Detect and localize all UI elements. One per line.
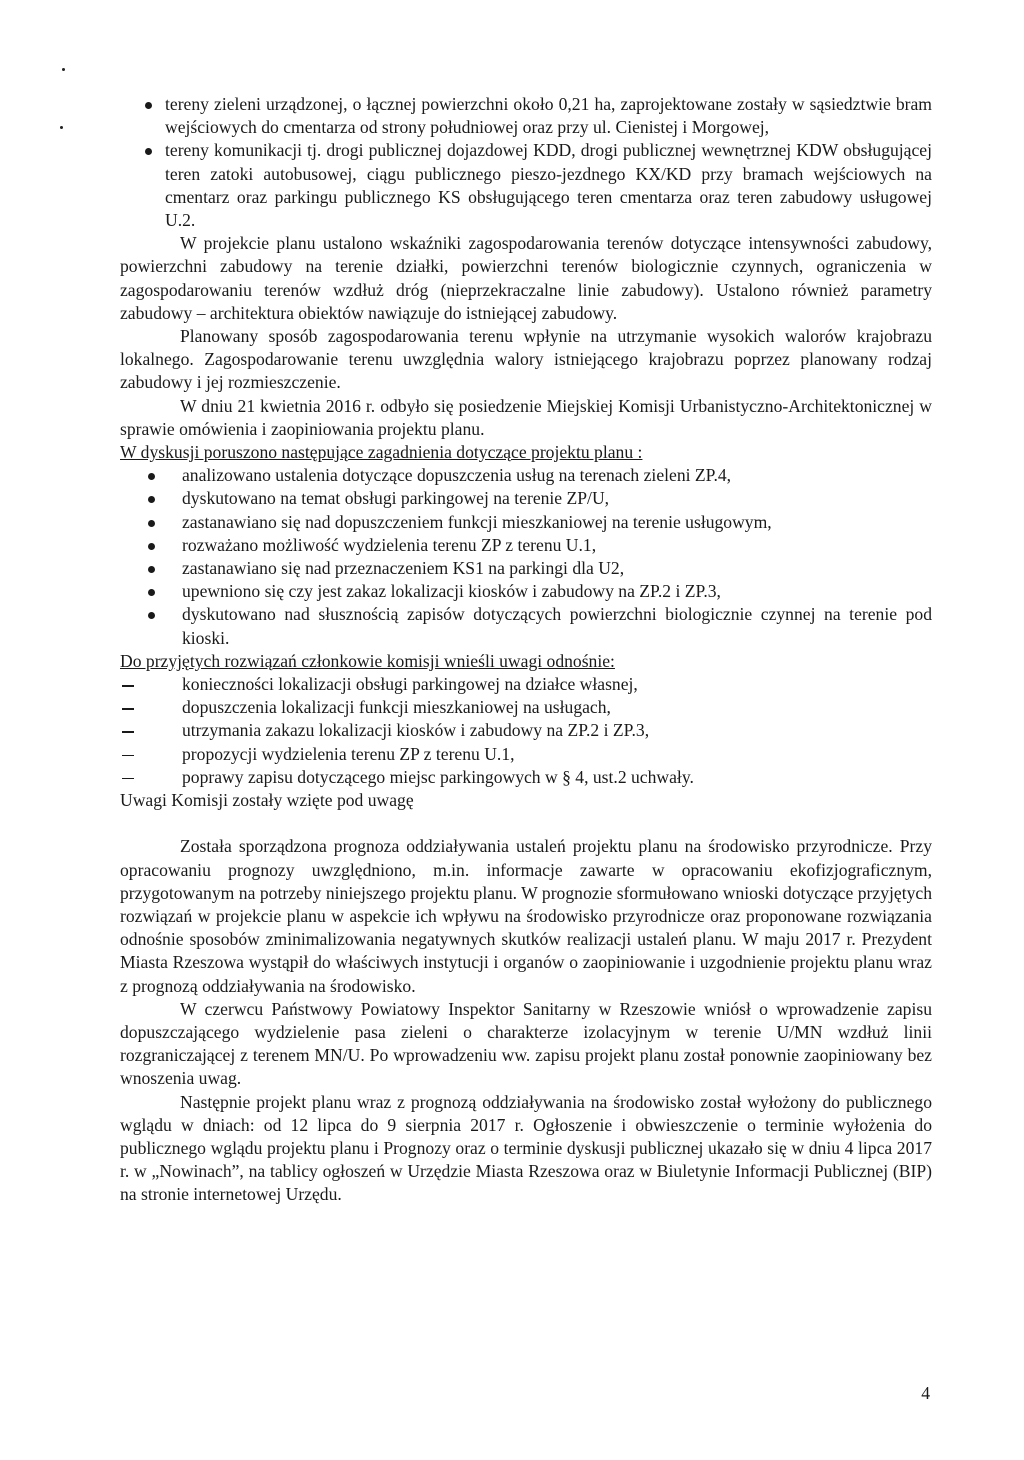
list-item: dopuszczenia lokalizacji funkcji mieszkaniowej na usługach, xyxy=(120,696,932,719)
paragraph-indicators: W projekcie planu ustalono wskaźniki zagospodarowania terenów dotyczące intensywności zabudowy, powierzchni zabudowy na terenie działki, powierzchni terenów biologicznie czynnych, ograniczenia w zagospodarowaniu terenów wzdłuż dróg (nieprzekraczalne linie zabudowy). Ustalono również parametry zabudowy – architektura obiektów nawiązuje do istniejącej zabudowy. xyxy=(120,233,932,323)
document-page xyxy=(120,93,932,1207)
list-item: zastanawiano się nad dopuszczeniem funkcji mieszkaniowej na terenie usługowym, xyxy=(120,511,932,534)
paragraph-forecast: Została sporządzona prognoza oddziaływania ustaleń projektu planu na środowisko przyrodnicze. Przy opracowaniu prognozy uwzględniono, m.in. informacje zawarte w opracowaniu ekofizjograficznym, przygotowanym na potrzeby niniejszego projektu planu. W prognozie sformułowano wnioski dotyczące przyjętych rozwiązań w projekcie planu w aspekcie ich wpływu na środowisko przyrodnicze oraz proponowane rozwiązania odnośnie sposobów zminimalizowania negatywnych skutków realizacji ustaleń planu. W maju 2017 r. Prezydent Miasta Rzeszowa wystąpił do właściwych instytucji i organów o zaopiniowanie i uzgodnienie projektu planu wraz z prognozą oddziaływania na środowisko. xyxy=(120,836,932,996)
list-item: analizowano ustalenia dotyczące dopuszczenia usług na terenach zieleni ZP.4, xyxy=(120,464,932,487)
scan-speck xyxy=(60,126,63,129)
paragraph-landscape: Planowany sposób zagospodarowania terenu wpłynie na utrzymanie wysokich walorów krajobrazu lokalnego. Zagospodarowanie terenu uwzględnia walory istniejącego krajobrazu poprzez planowany rodzaj zabudowy i jej rozmieszczenie. xyxy=(120,326,932,393)
paragraph-meeting: W dniu 21 kwietnia 2016 r. odbyło się posiedzenie Miejskiej Komisji Urbanistyczno-Architektonicznej w sprawie omówienia i zaopiniowania projektu planu. xyxy=(120,395,932,439)
remarks-heading-text: Do przyjętych rozwiązań członkowie komisji wnieśli uwagi odnośnie: xyxy=(120,650,615,671)
list-item: upewniono się czy jest zakaz lokalizacji kiosków i zabudowy na ZP.2 i ZP.3, xyxy=(120,580,932,603)
list-item: tereny zieleni urządzonej, o łącznej powierzchni około 0,21 ha, zaprojektowane zostały w sąsiedztwie bram wejściowych do cmentarza od strony południowej oraz przy ul. Cienistej i Morgowej, xyxy=(120,93,932,139)
blank-line xyxy=(120,812,932,835)
list-item: poprawy zapisu dotyczącego miejsc parkingowych w § 4, ust.2 uchwały. xyxy=(120,766,932,789)
list-item: propozycji wydzielenia terenu ZP z terenu U.1, xyxy=(120,743,932,766)
list-item: dyskutowano nad słusznością zapisów dotyczących powierzchni biologicznie czynnej na terenie pod kioski. xyxy=(120,603,932,649)
list-item: zastanawiano się nad przeznaczeniem KS1 na parkingi dla U2, xyxy=(120,557,932,580)
discussion-heading-text: W dyskusji poruszono następujące zagadnienia dotyczące projektu planu : xyxy=(120,442,643,463)
list-item: utrzymania zakazu lokalizacji kiosków i zabudowy na ZP.2 i ZP.3, xyxy=(120,719,932,742)
list-item: tereny komunikacji tj. drogi publicznej dojazdowej KDD, drogi publicznej wewnętrznej KDW obsługującej teren zatoki autobusowej, ciągu publicznego pieszo-jezdnego KX/KD przy bramach wejściowych na cmentarz oraz parkingu publicznego KS obsługującego teren cmentarza oraz teren zabudowy usługowej U.2. xyxy=(120,139,932,232)
scan-speck xyxy=(62,68,65,71)
list-item: rozważano możliwość wydzielenia terenu ZP z terenu U.1, xyxy=(120,534,932,557)
discussion-heading xyxy=(120,441,932,464)
list-item: dyskutowano na temat obsługi parkingowej na terenie ZP/U, xyxy=(120,487,932,510)
paragraph-publication: Następnie projekt planu wraz z prognozą oddziaływania na środowisko został wyłożony do publicznego wglądu w dniach: od 12 lipca do 9 sierpnia 2017 r. Ogłoszenie i obwieszczenie o terminie wyłożenia do publicznego wglądu projektu planu i Prognozy oraz o terminie dyskusji publicznej ukazało się w dniu 4 lipca 2017 r. w „Nowinach”, na tablicy ogłoszeń w Urzędzie Miasta Rzeszowa oraz w Biuletynie Informacji Publicznej (BIP) na stronie internetowej Urzędu. xyxy=(120,1091,932,1205)
paragraph-june: W czerwcu Państwowy Powiatowy Inspektor Sanitarny w Rzeszowie wniósł o wprowadzenie zapisu dopuszczającego wydzielenie pasa zieleni o charakterze izolacyjnym w terenie U/MN wzdłuż linii rozgraniczającej z terenem MN/U. Po wprowadzeniu ww. zapisu projekt planu został ponownie zaopiniowany bez wnoszenia uwag. xyxy=(120,998,932,1089)
list-item: konieczności lokalizacji obsługi parkingowej na działce własnej, xyxy=(120,673,932,696)
page-number: 4 xyxy=(921,1383,930,1403)
remarks-heading xyxy=(120,650,932,673)
remarks-note: Uwagi Komisji zostały wzięte pod uwagę xyxy=(120,790,414,811)
zoning-bullet-list xyxy=(120,93,932,232)
discussion-list xyxy=(120,464,932,650)
remarks-list xyxy=(120,673,932,789)
